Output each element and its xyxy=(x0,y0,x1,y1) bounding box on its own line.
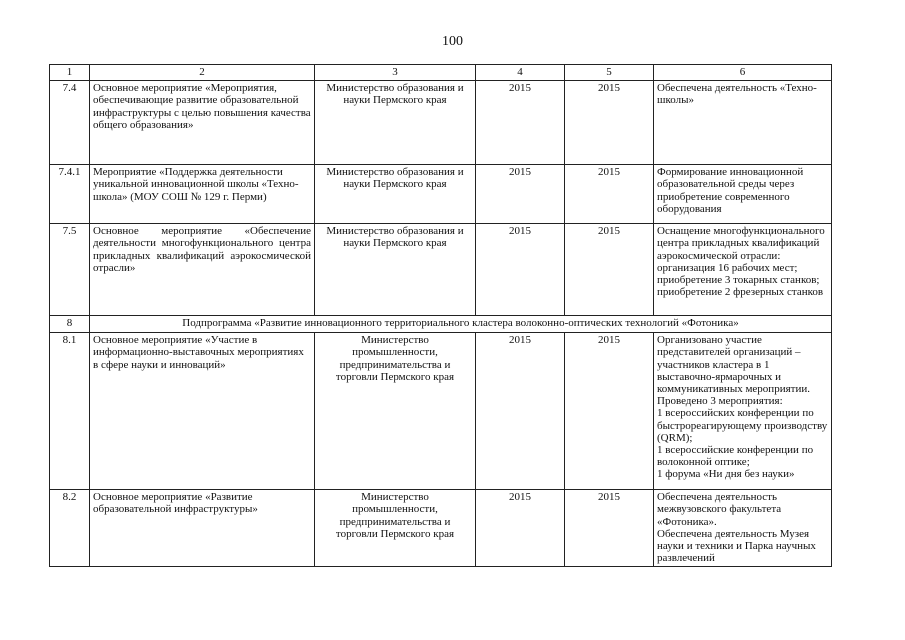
executor-cell: Министерство промышленности, предпринимательства и торговли Пермского края xyxy=(315,333,476,490)
end-year: 2015 xyxy=(565,490,654,567)
result-paragraph: Формирование инновационной образовательной среды через приобретение современного оборудования xyxy=(657,166,804,215)
start-year: 2015 xyxy=(476,165,565,224)
row-id: 7.5 xyxy=(50,224,90,316)
executor-cell: Министерство образования и науки Пермского края xyxy=(315,224,476,316)
result-paragraph: 1 всероссийских конференции по быстрореагирующему производству (QRM); xyxy=(657,407,828,444)
executor-cell: Министерство образования и науки Пермского края xyxy=(315,165,476,224)
table-row xyxy=(50,333,832,490)
result-cell xyxy=(654,165,832,224)
result-paragraph: Обеспечена деятельность «Техно-школы» xyxy=(657,82,817,107)
result-paragraph: Организовано участие представителей организаций – участников кластера в 1 выставочно-ярмарочных и коммуникативных мероприятии. xyxy=(657,334,810,396)
subprogram-title: Подпрограмма «Развитие инновационного территориального кластера волоконно-оптических технологий «Фотоника» xyxy=(90,316,832,333)
result-cell xyxy=(654,490,832,567)
subprogram-row xyxy=(50,316,832,333)
column-number: 3 xyxy=(315,65,476,81)
column-number: 6 xyxy=(654,65,832,81)
result-paragraph: организация 16 рабочих мест; xyxy=(657,261,798,274)
column-number-row xyxy=(50,65,832,81)
table-row xyxy=(50,490,832,567)
executor-cell: Министерство промышленности, предпринимательства и торговли Пермского края xyxy=(315,490,476,567)
table-row xyxy=(50,165,832,224)
start-year: 2015 xyxy=(476,224,565,316)
row-id: 8 xyxy=(50,316,90,333)
end-year: 2015 xyxy=(565,81,654,165)
end-year: 2015 xyxy=(565,165,654,224)
column-number: 4 xyxy=(476,65,565,81)
column-number: 1 xyxy=(50,65,90,81)
row-id: 8.1 xyxy=(50,333,90,490)
result-paragraph: 1 форума «Ни дня без науки» xyxy=(657,468,795,481)
activity-cell: Основное мероприятие «Мероприятия, обеспечивающие развитие образовательной инфраструктуры с целью повышения качества общего образования» xyxy=(90,81,315,165)
activity-cell: Основное мероприятие «Развитие образовательной инфраструктуры» xyxy=(90,490,315,567)
column-number: 5 xyxy=(565,65,654,81)
activity-cell: Основное мероприятие «Обеспечение деятельности многофункционального центра прикладных квалификаций аэрокосмической отрасли» xyxy=(90,224,315,316)
start-year: 2015 xyxy=(476,490,565,567)
end-year: 2015 xyxy=(565,224,654,316)
result-paragraph: Оснащение многофункционального центра прикладных квалификаций аэрокосмической отрасли: xyxy=(657,225,825,262)
end-year: 2015 xyxy=(565,333,654,490)
result-paragraph: Обеспечена деятельность Музея науки и техники и Парка научных развлечений xyxy=(657,527,816,565)
activity-cell: Основное мероприятие «Участие в информационно-выставочных мероприятиях в сфере науки и инноваций» xyxy=(90,333,315,490)
result-paragraph: Проведено 3 мероприятия: xyxy=(657,395,783,408)
activities-table xyxy=(49,64,832,567)
result-cell xyxy=(654,81,832,165)
table-row xyxy=(50,224,832,316)
row-id: 8.2 xyxy=(50,490,90,567)
start-year: 2015 xyxy=(476,81,565,165)
result-paragraph: Обеспечена деятельность межвузовского факультета «Фотоника». xyxy=(657,491,782,528)
row-id: 7.4 xyxy=(50,81,90,165)
row-id: 7.4.1 xyxy=(50,165,90,224)
result-paragraph: приобретение 2 фрезерных станков xyxy=(657,286,824,299)
table-row xyxy=(50,81,832,165)
result-cell xyxy=(654,224,832,316)
result-paragraph: 1 всероссийские конференции по волоконной оптике; xyxy=(657,444,814,469)
column-number: 2 xyxy=(90,65,315,81)
result-cell xyxy=(654,333,832,490)
start-year: 2015 xyxy=(476,333,565,490)
result-paragraph: приобретение 3 токарных станков; xyxy=(657,274,820,287)
activity-cell: Мероприятие «Поддержка деятельности уникальной инновационной школы «Техно-школа» (МОУ СОШ № 129 г. Перми) xyxy=(90,165,315,224)
executor-cell: Министерство образования и науки Пермского края xyxy=(315,81,476,165)
page-number: 100 xyxy=(442,34,463,49)
